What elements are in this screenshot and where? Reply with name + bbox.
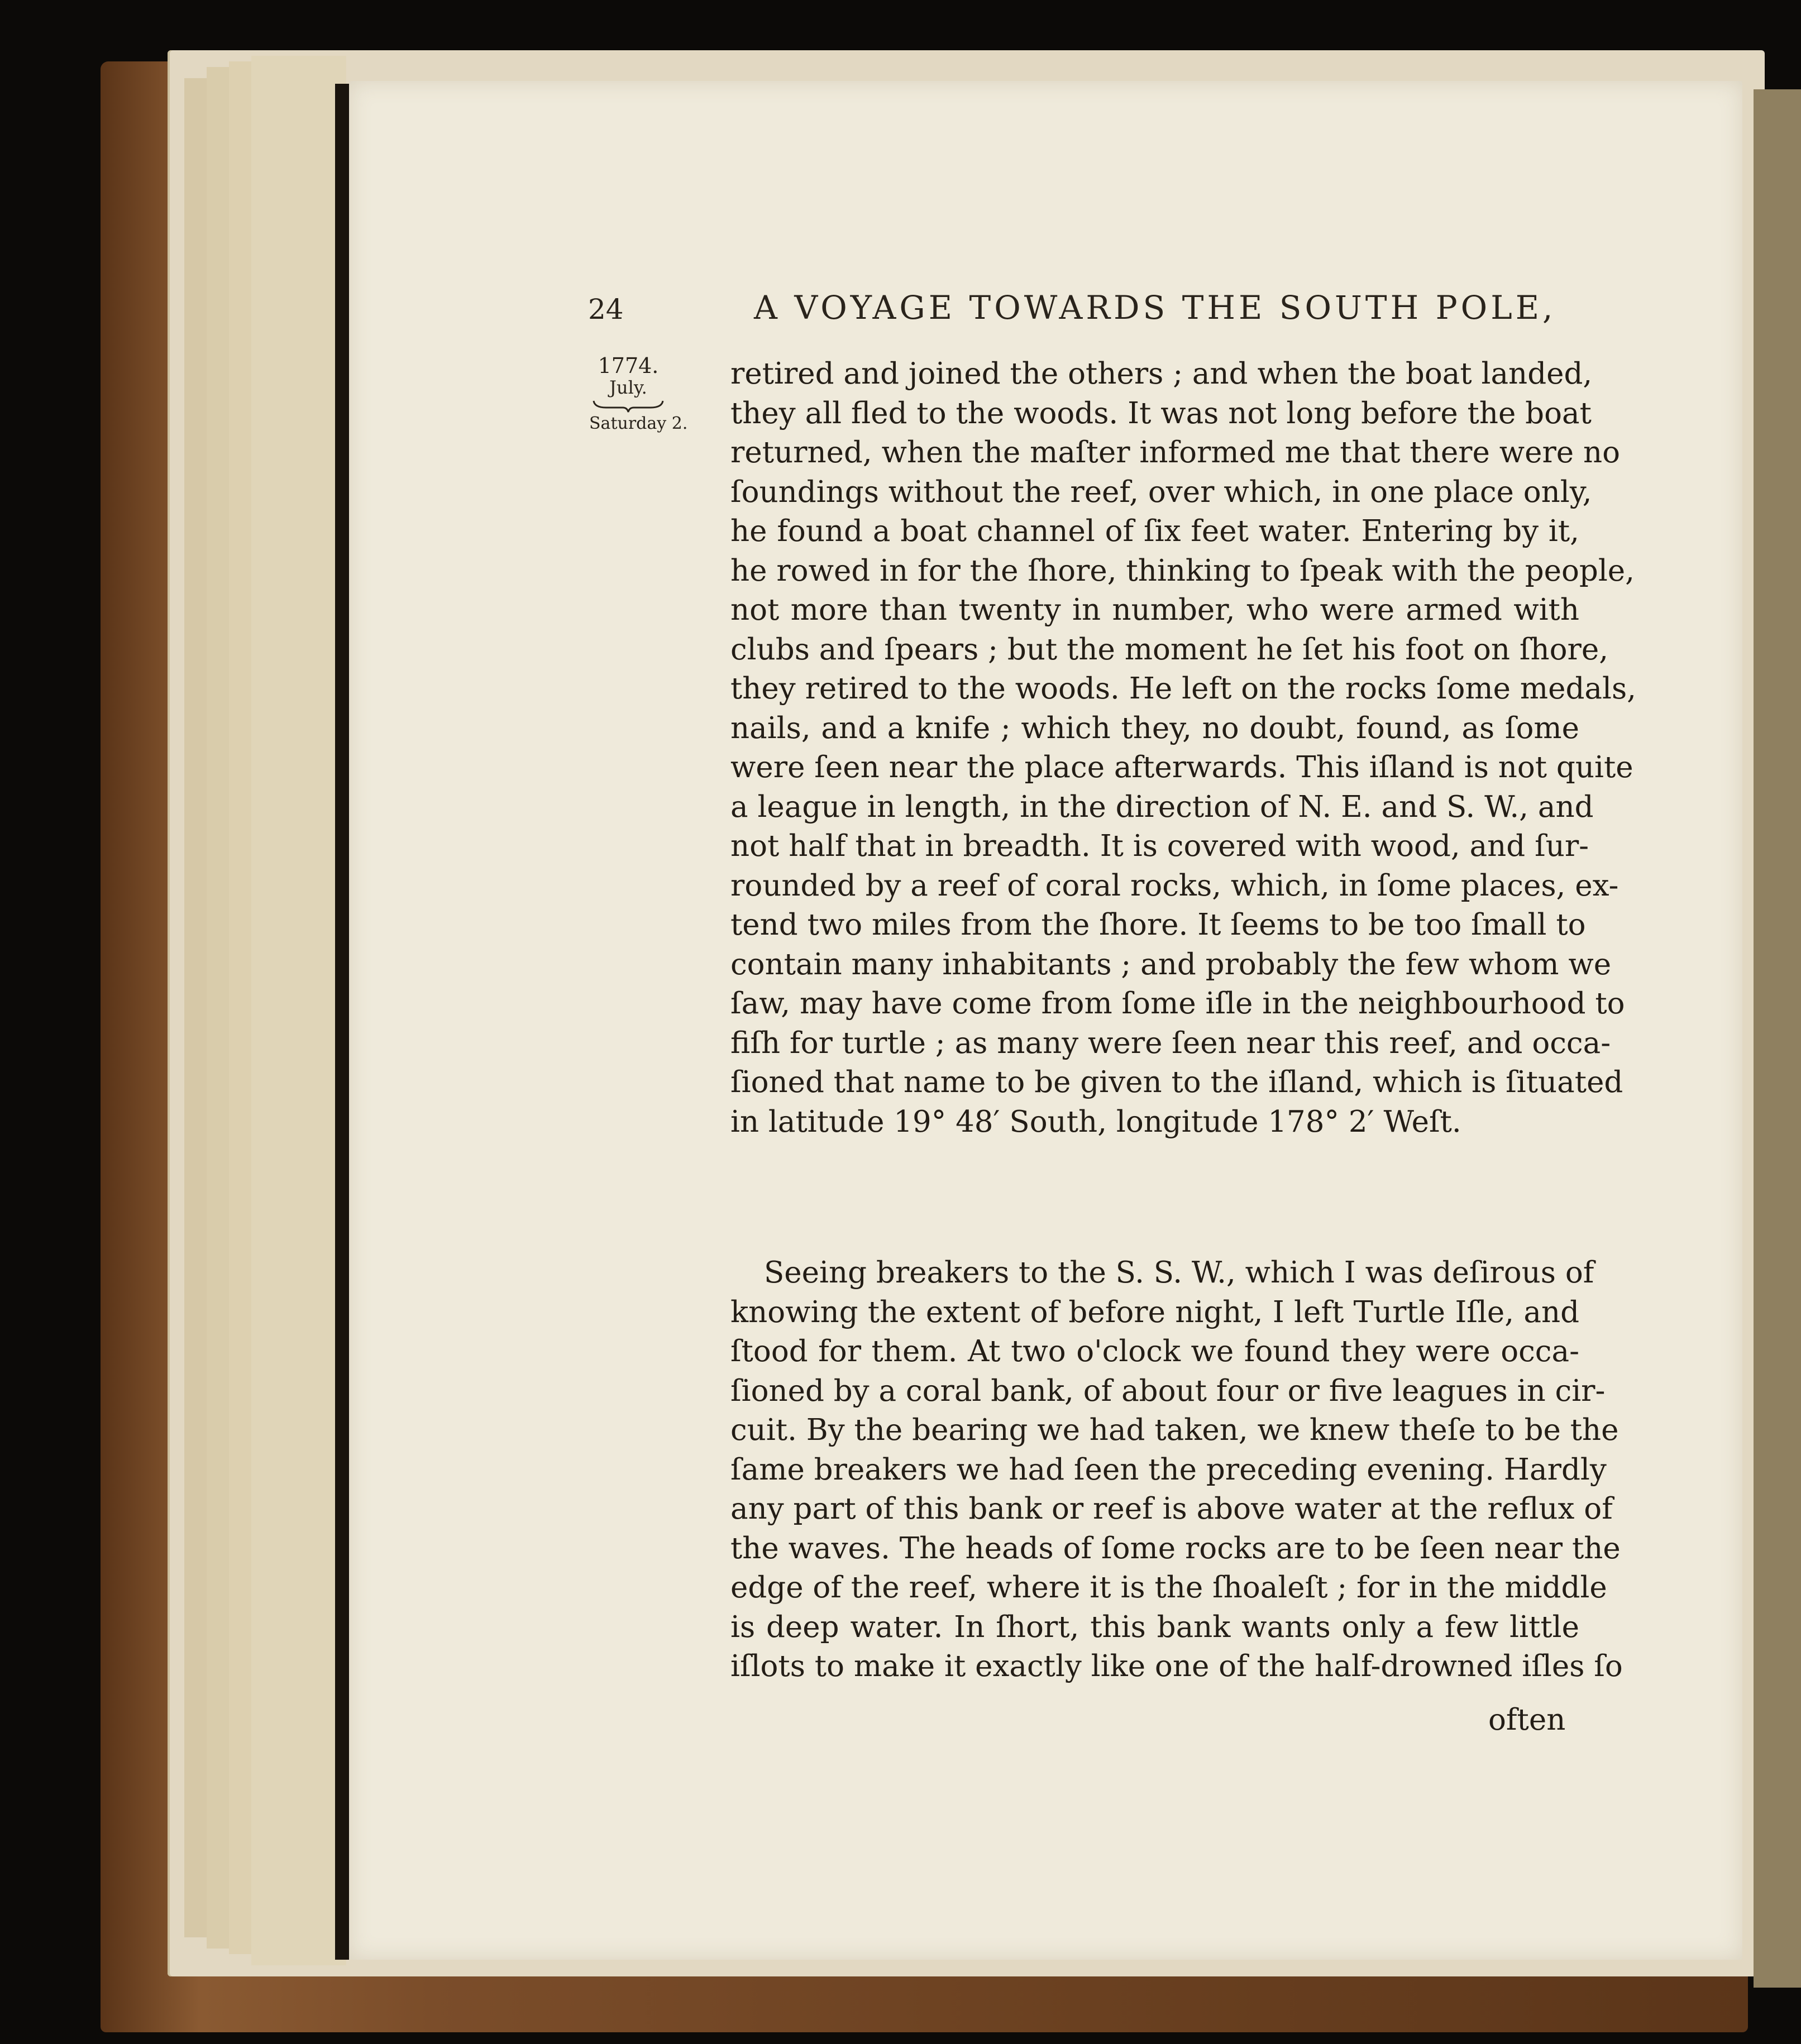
- text-line: clubs and ſpears ; but the moment he ſet his foot on ſhore,: [730, 632, 1609, 667]
- text-line: tend two miles from the ſhore. It ſeems to be too ſmall to: [730, 908, 1586, 942]
- margin-month: July.: [609, 376, 647, 398]
- book-page: [349, 81, 1742, 1960]
- text-line: knowing the extent of before night, I left Turtle Iſle, and: [730, 1295, 1579, 1329]
- facing-page-edge: [1754, 89, 1801, 1988]
- margin-day: Saturday 2.: [589, 413, 688, 433]
- margin-note: [589, 353, 688, 433]
- text-line: edge of the reef, where it is the ſhoaleſt ; for in the middle: [730, 1571, 1607, 1605]
- page-edge: [184, 78, 207, 1937]
- text-line: ſoundings without the reef, over which, in one place only,: [730, 475, 1592, 509]
- margin-year: 1774.: [598, 353, 659, 378]
- page-edge: [251, 56, 346, 1965]
- text-line: contain many inhabitants ; and probably the few whom we: [730, 947, 1612, 982]
- text-line: were ſeen near the place afterwards. This iſland is not quite: [730, 750, 1633, 784]
- paragraph-2: [730, 1253, 1623, 1687]
- text-line: fiſh for turtle ; as many were ſeen near this reef, and occa-: [730, 1026, 1611, 1060]
- text-line: they retired to the woods. He left on the rocks ſome medals,: [730, 672, 1636, 706]
- text-line: is deep water. In ſhort, this bank wants only a few little: [730, 1610, 1579, 1644]
- text-line: not half that in breadth. It is covered with wood, and ſur-: [730, 829, 1589, 863]
- text-line: they all fled to the woods. It was not long before the boat: [730, 396, 1592, 430]
- text-line: cuit. By the bearing we had taken, we knew theſe to be the: [730, 1413, 1619, 1447]
- paragraph-1: [730, 355, 1636, 1142]
- text-line: nails, and a knife ; which they, no doubt, found, as ſome: [730, 711, 1579, 745]
- text-line: ſtood for them. At two o'clock we found they were occa-: [730, 1334, 1579, 1368]
- brace-ornament: [589, 398, 667, 414]
- text-line: ſame breakers we had ſeen the preceding evening. Hardly: [730, 1452, 1607, 1487]
- page-number: 24: [588, 293, 624, 325]
- text-line: ſioned by a coral bank, of about four or five leagues in cir-: [730, 1373, 1606, 1408]
- text-line: he found a boat channel of ſix feet water. Entering by it,: [730, 514, 1579, 548]
- text-line: any part of this bank or reef is above water at the reflux of: [730, 1492, 1613, 1526]
- text-line: he rowed in for the ſhore, thinking to ſpeak with the people,: [730, 553, 1635, 588]
- text-line: not more than twenty in number, who were armed with: [730, 593, 1579, 627]
- page-edge: [207, 67, 229, 1949]
- text-line: rounded by a reef of coral rocks, which, in ſome places, ex-: [730, 868, 1619, 903]
- text-line: iſlots to make it exactly like one of the half-drowned iſles ſo: [730, 1649, 1623, 1683]
- text-line: a league in length, in the direction of N. E. and S. W., and: [730, 789, 1594, 824]
- text-line: the waves. The heads of ſome rocks are to be ſeen near the: [730, 1531, 1621, 1566]
- text-line: returned, when the maſter informed me that there were no: [730, 435, 1621, 470]
- text-line: ſaw, may have come from ſome iſle in the neighbourhood to: [730, 987, 1625, 1021]
- page-edge: [229, 61, 251, 1954]
- catchword: often: [1488, 1703, 1566, 1737]
- running-head: A VOYAGE TOWARDS THE SOUTH POLE,: [754, 289, 1556, 327]
- text-line: ſioned that name to be given to the iſland, which is ſituated: [730, 1065, 1623, 1099]
- text-line: Seeing breakers to the S. S. W., which I was deſirous of: [764, 1256, 1594, 1290]
- text-line: in latitude 19° 48′ South, longitude 178° 2′ Weſt.: [730, 1104, 1461, 1139]
- text-line: retired and joined the others ; and when the boat landed,: [730, 357, 1593, 391]
